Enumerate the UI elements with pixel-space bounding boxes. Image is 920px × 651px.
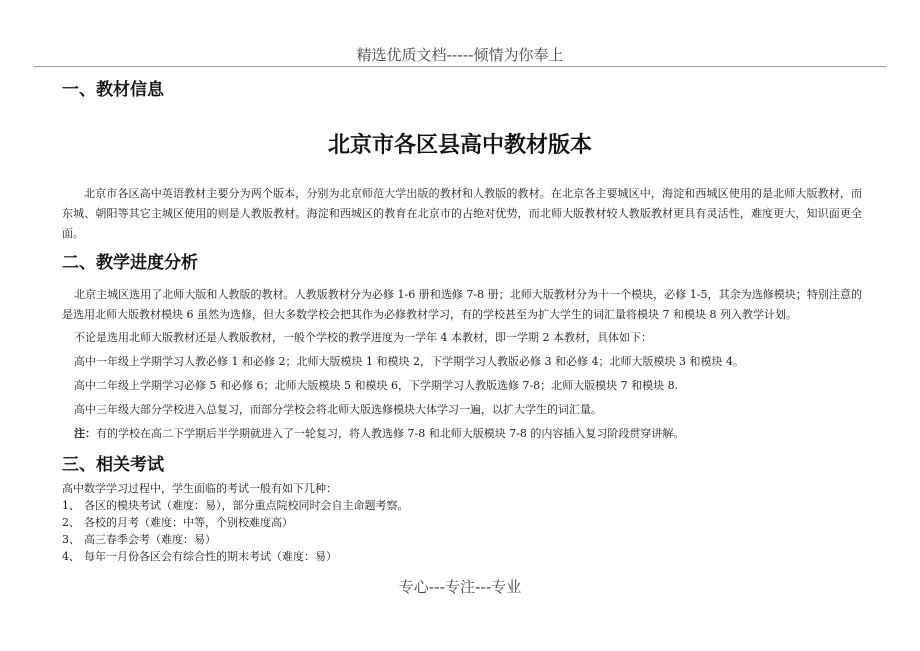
progress-line: 不论是选用北师大版教材还是人教版教材，一般个学校的教学进度为一学年 4 本教材，即一学期 2 本教材，具体如下： bbox=[74, 331, 652, 344]
list-text: 各校的月考（难度：中等，个别校难度高） bbox=[84, 516, 293, 529]
section-heading-progress: 二、教学进度分析 bbox=[62, 253, 198, 273]
page-footer: 专心---专注---专业 bbox=[398, 578, 522, 596]
list-item bbox=[62, 531, 409, 548]
list-item bbox=[62, 548, 409, 565]
list-number: 1、 bbox=[62, 499, 80, 512]
section-heading-exams: 三、相关考试 bbox=[62, 455, 164, 475]
progress-line: 高中三年级大部分学校进入总复习，而部分学校会将北师大版选修模块大体学习一遍，以扩大学生的词汇量。 bbox=[74, 403, 602, 416]
note-text: 有的学校在高二下学期后半学期就进入了一轮复习，将人教选修 7-8 和北师大版模块 7-8 的内容插入复习阶段贯穿讲解。 bbox=[96, 427, 685, 440]
list-number: 2、 bbox=[62, 516, 80, 529]
list-text: 高三春季会考（难度：易） bbox=[84, 533, 216, 546]
progress-line: 高中二年级上学期学习必修 5 和必修 6；北师大版模块 5 和模块 6，下学期学习人教版选修 7-8；北师大版模块 7 和模块 8. bbox=[74, 379, 679, 392]
list-number: 4、 bbox=[62, 550, 80, 563]
list-text: 每年一月份各区会有综合性的期末考试（难度：易） bbox=[84, 550, 337, 563]
list-item bbox=[62, 514, 409, 531]
materials-paragraph: 北京市各区高中英语教材主要分为两个版本，分别为北京师范大学出版的教材和人教版的教材。在北京各主要城区中，海淀和西城区使用的是北师大版教材，而东城、朝阳等其它主城区使用的则是人教版教材。海淀和西城区的教育在北京市的占绝对优势，而北师大版教材较人教版教材更具有灵活性，难度更大，知识面更全面。 bbox=[62, 187, 862, 240]
list-number: 3、 bbox=[62, 533, 80, 546]
note-label: 注： bbox=[74, 427, 96, 440]
section-heading-materials: 一、教材信息 bbox=[62, 80, 164, 100]
list-item bbox=[62, 497, 409, 514]
list-text: 各区的模块考试（难度：易），部分重点院校同时会自主命题考察。 bbox=[84, 499, 409, 512]
progress-paragraph: 北京主城区选用了北师大版和人教版的教材。人教版教材分为必修 1-6 册和选修 7-8 册；北师大版教材分为十一个模块，必修 1-5，其余为选修模块；特别注意的是选用北师大版教材模块 6 虽然为选修，但大多数学校会把其作为必修教材学习，有的学校甚至为扩大学生的词汇量将模块 7 和模块 8 列入教学计划。 bbox=[62, 288, 862, 321]
exam-list bbox=[62, 480, 409, 565]
page-header: 精选优质文档-----倾情为你奉上 bbox=[34, 44, 886, 67]
exam-intro: 高中数学学习过程中，学生面临的考试一般有如下几种： bbox=[62, 482, 337, 495]
progress-line: 高中一年级上学期学习人教必修 1 和必修 2；北师大版模块 1 和模块 2，下学期学习人教版必修 3 和必修 4；北师大版模块 3 和模块 4。 bbox=[74, 355, 744, 368]
document-title: 北京市各区县高中教材版本 bbox=[327, 133, 592, 158]
progress-note bbox=[74, 426, 684, 442]
